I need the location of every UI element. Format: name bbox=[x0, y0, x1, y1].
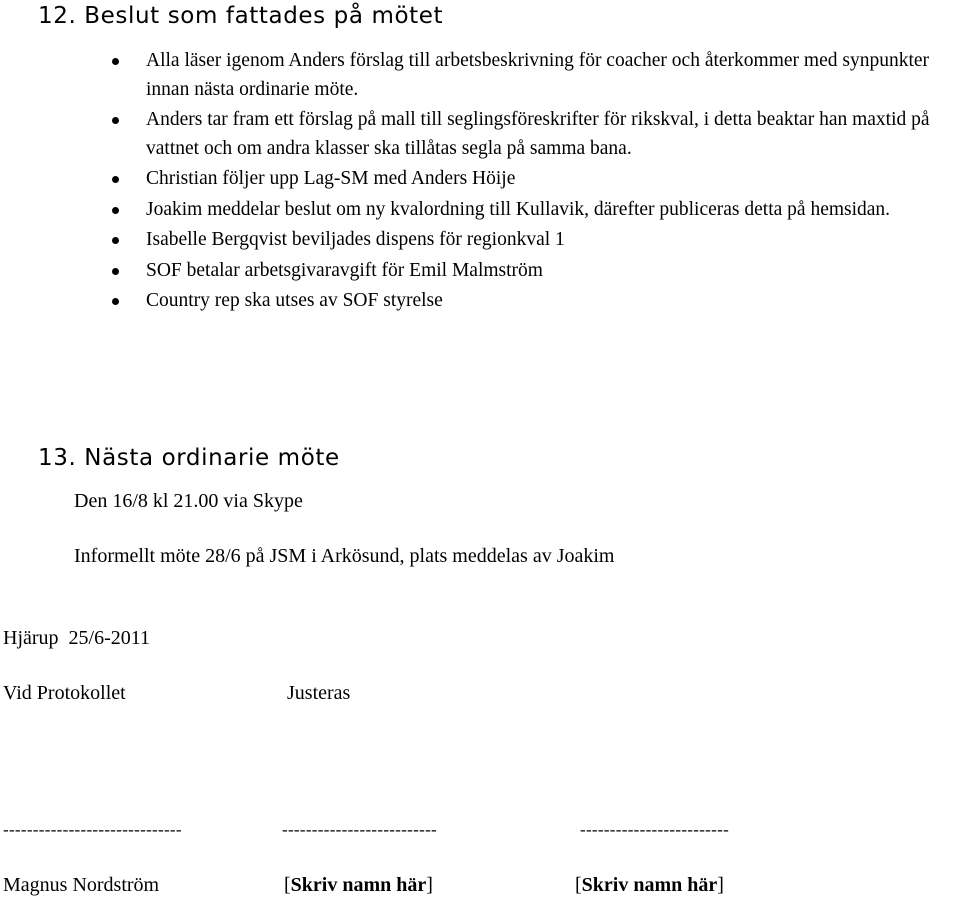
list-item-text: Alla läser igenom Anders förslag till arbetsbeskrivning för coacher och återkommer med synpunkter innan nästa ordinarie möte. bbox=[146, 50, 930, 100]
informal-meeting-text: Informellt möte 28/6 på JSM i Arkösund, plats meddelas av Joakim bbox=[74, 545, 615, 567]
list-item-text: Isabelle Bergqvist beviljades dispens för regionkval 1 bbox=[146, 229, 565, 250]
signature-line: -------------------------- bbox=[282, 820, 437, 839]
list-item-text: Christian följer upp Lag-SM med Anders Höije bbox=[146, 168, 516, 189]
bullet-icon bbox=[112, 237, 119, 244]
bullet-icon bbox=[112, 207, 119, 214]
protocol-label: Vid Protokollet bbox=[3, 682, 126, 704]
list-item-text: SOF betalar arbetsgivaravgift för Emil Malmström bbox=[146, 259, 543, 281]
list-item bbox=[0, 257, 960, 286]
section-12-heading: 12. Beslut som fattades på mötet bbox=[38, 3, 444, 29]
bullet-icon bbox=[112, 58, 119, 65]
list-item-text: Joakim meddelar beslut om ny kvalordning till Kullavik, därefter publiceras detta på hemsidan. bbox=[146, 198, 891, 220]
decision-list bbox=[0, 47, 960, 318]
signer-placeholder: [Skriv namn här] bbox=[575, 874, 724, 896]
list-item bbox=[0, 287, 960, 316]
bullet-icon bbox=[112, 268, 119, 275]
list-item bbox=[0, 196, 960, 225]
bullet-icon bbox=[112, 117, 119, 124]
list-item bbox=[0, 165, 960, 194]
next-meeting-text: Den 16/8 kl 21.00 via Skype bbox=[74, 490, 303, 512]
signer-placeholder: [Skriv namn här] bbox=[284, 874, 433, 896]
signature-line: ------------------------------ bbox=[3, 820, 182, 839]
list-item-text: Anders tar fram ett förslag på mall till seglingsföreskrifter för rikskval, i detta beaktar han maxtid på vattnet och om andra klasser ska tillåtas segla på samma bana. bbox=[146, 109, 930, 159]
list-item bbox=[0, 47, 960, 104]
approved-label: Justeras bbox=[287, 682, 351, 704]
bullet-icon bbox=[112, 298, 119, 305]
place-date: Hjärup 25/6-2011 bbox=[3, 627, 151, 649]
list-item bbox=[0, 106, 960, 163]
list-item bbox=[0, 226, 960, 255]
bullet-icon bbox=[112, 176, 119, 183]
list-item-text: Country rep ska utses av SOF styrelse bbox=[146, 290, 443, 311]
signer-name: Magnus Nordström bbox=[3, 874, 160, 896]
signature-line: ------------------------- bbox=[580, 820, 730, 839]
signer-placeholder-text: Skriv namn här bbox=[290, 874, 427, 896]
signer-placeholder-text: Skriv namn här bbox=[581, 874, 718, 896]
section-13-heading: 13. Nästa ordinarie möte bbox=[38, 445, 340, 471]
